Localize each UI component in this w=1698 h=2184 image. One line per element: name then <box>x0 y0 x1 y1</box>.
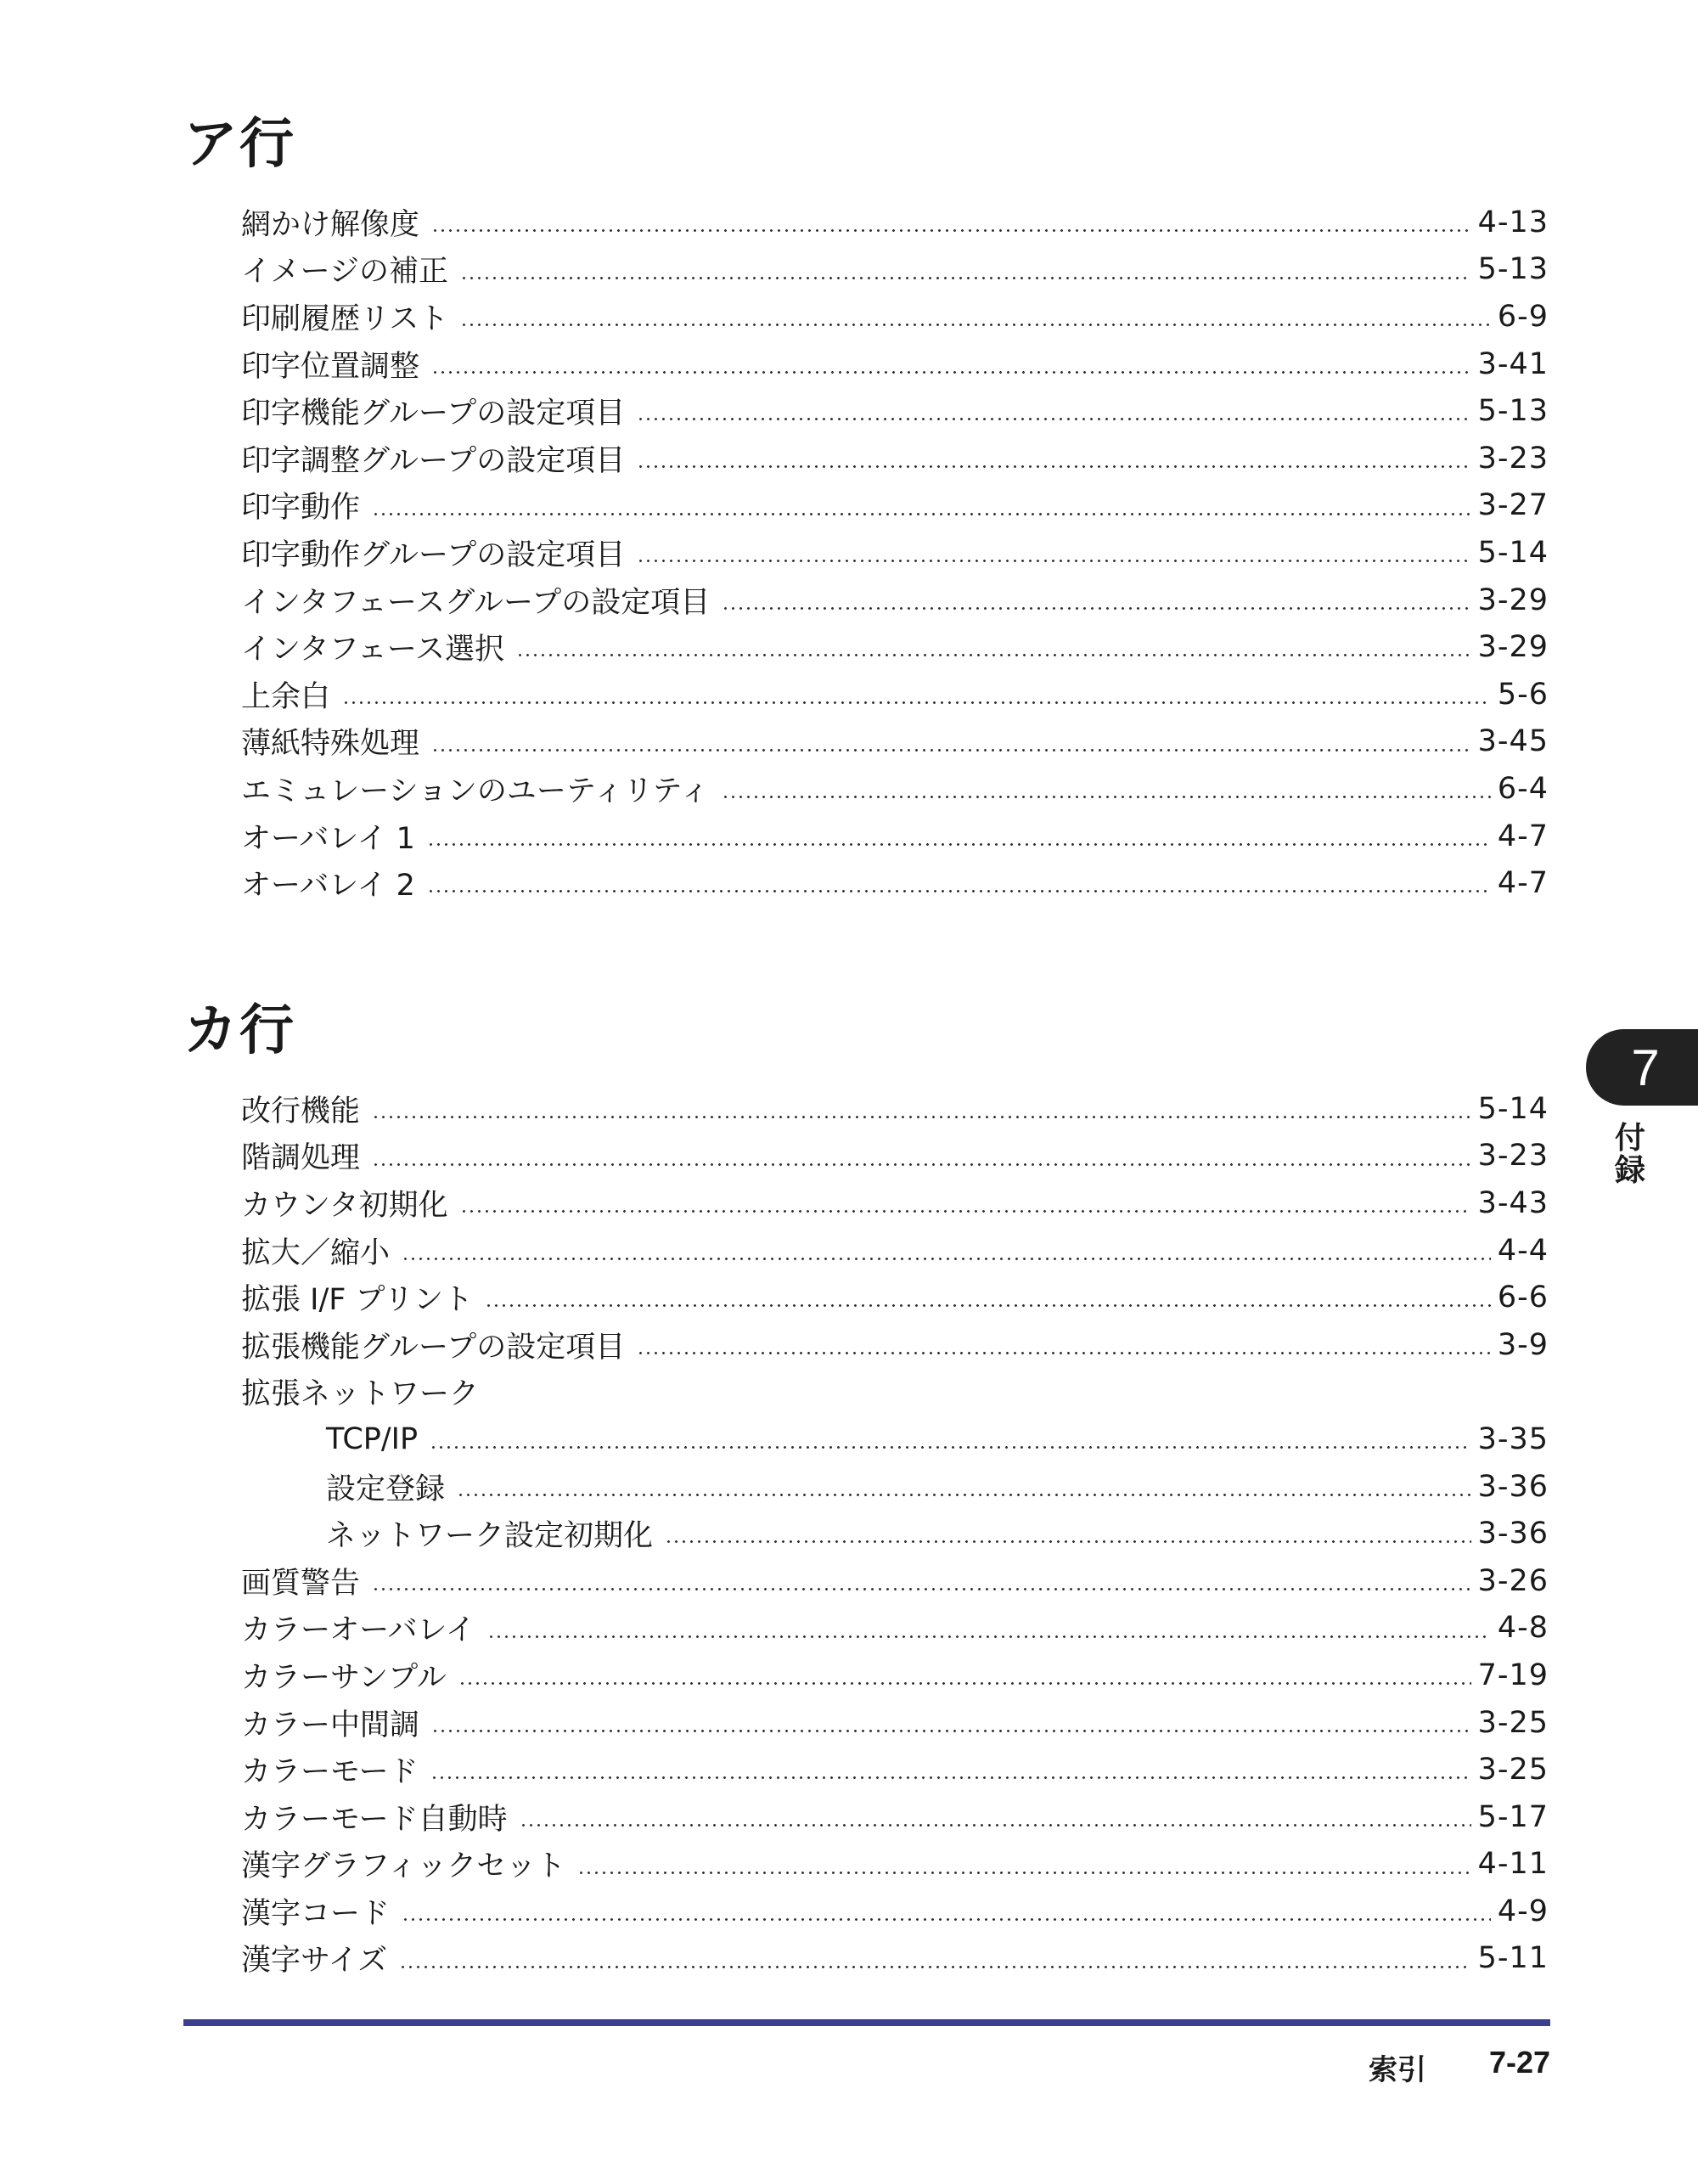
entry-term: オーバレイ 1 <box>241 821 415 856</box>
entry-term: 網かけ解像度 <box>241 207 420 242</box>
entry-term: イメージの補正 <box>241 255 448 290</box>
index-entry <box>241 718 1549 766</box>
index-entry <box>241 1321 1549 1369</box>
index-entry <box>241 1369 1549 1416</box>
dot-leader <box>372 509 1471 519</box>
entry-term: 拡張ネットワーク <box>241 1377 480 1412</box>
dot-leader <box>431 225 1471 235</box>
dot-leader <box>430 1773 1471 1783</box>
entry-term: カラーモード自動時 <box>241 1802 508 1837</box>
dot-leader <box>637 556 1470 566</box>
entry-term: TCP/IP <box>326 1421 419 1456</box>
index-entry <box>241 199 1549 246</box>
page-reference: 3-23 <box>1477 1139 1549 1174</box>
page-reference: 5-13 <box>1477 252 1549 287</box>
dot-leader <box>722 603 1470 613</box>
index-entry <box>241 1888 1549 1935</box>
page-reference: 4-4 <box>1497 1233 1549 1268</box>
entry-term: 印字機能グループの設定項目 <box>241 397 626 431</box>
entry-term: 漢字サイズ <box>241 1944 388 1979</box>
dot-leader <box>520 1820 1471 1830</box>
index-entry <box>241 482 1549 530</box>
index-entry <box>241 813 1549 860</box>
entry-term: 印字位置調整 <box>241 349 420 384</box>
dot-leader <box>637 461 1470 471</box>
section-heading-a: ア行 <box>183 113 295 176</box>
dot-leader <box>402 1915 1491 1925</box>
dot-leader <box>458 1679 1471 1689</box>
dot-leader <box>460 1207 1471 1217</box>
page-reference: 4-7 <box>1497 819 1549 853</box>
index-entry <box>241 859 1549 907</box>
page-reference: 3-45 <box>1477 724 1549 759</box>
page-reference: 5-13 <box>1477 394 1549 429</box>
dot-leader <box>637 414 1470 425</box>
dot-leader <box>722 792 1491 802</box>
index-entry <box>241 1652 1549 1699</box>
index-entry <box>241 1935 1549 1983</box>
page-reference: 3-41 <box>1477 346 1549 381</box>
footer-rule <box>183 2019 1550 2026</box>
index-entry <box>241 387 1549 435</box>
entry-term: オーバレイ 2 <box>241 869 415 903</box>
index-entry <box>241 1133 1549 1180</box>
entry-term: カラーモード <box>241 1755 419 1790</box>
index-entry <box>241 1085 1549 1133</box>
index-entry <box>241 1557 1549 1605</box>
page-reference: 5-6 <box>1497 677 1549 712</box>
entry-term: インタフェース選択 <box>241 633 505 667</box>
entry-term: カラーサンプル <box>241 1660 447 1695</box>
page-reference: 6-4 <box>1497 771 1549 806</box>
dot-leader <box>516 650 1470 661</box>
entry-term: 印字動作グループの設定項目 <box>241 538 626 572</box>
index-entry <box>241 577 1549 624</box>
dot-leader <box>457 1489 1471 1500</box>
section-heading-ka: カ行 <box>183 999 295 1062</box>
dot-leader <box>431 745 1471 755</box>
page-reference: 4-8 <box>1497 1611 1549 1646</box>
dot-leader <box>427 887 1491 897</box>
dot-leader <box>460 273 1471 283</box>
index-subentry <box>241 1463 1549 1511</box>
entry-term: カウンタ初期化 <box>241 1188 448 1223</box>
dot-leader <box>637 1348 1491 1358</box>
index-entry <box>241 1274 1549 1321</box>
entry-term: 画質警告 <box>241 1566 361 1601</box>
index-subentry <box>241 1416 1549 1463</box>
page-reference: 6-9 <box>1497 299 1549 334</box>
index-entry <box>241 246 1549 294</box>
entry-term: カラー中間調 <box>241 1708 420 1742</box>
dot-leader <box>485 1301 1491 1311</box>
page-reference: 3-36 <box>1477 1469 1549 1504</box>
entry-term: エミュレーションのユーティリティ <box>241 774 710 808</box>
page-reference: 3-29 <box>1477 583 1549 617</box>
index-entry <box>241 1841 1549 1888</box>
dot-leader <box>460 320 1491 330</box>
entry-term: 設定登録 <box>326 1472 446 1506</box>
dot-leader <box>372 1112 1471 1122</box>
index-entry <box>241 1179 1549 1227</box>
page-reference: 4-11 <box>1477 1847 1549 1882</box>
index-entry <box>241 1605 1549 1652</box>
entry-term: インタフェースグループの設定項目 <box>241 585 711 620</box>
entry-term: ネットワーク設定初期化 <box>326 1519 654 1554</box>
page-reference: 3-25 <box>1477 1753 1549 1787</box>
entry-term: 印刷履歴リスト <box>241 301 449 336</box>
footer-label: 索引 <box>1369 2053 1426 2087</box>
index-list-ka <box>241 1085 1549 1982</box>
dot-leader <box>342 697 1491 707</box>
page-reference: 4-9 <box>1497 1894 1549 1928</box>
page-reference: 3-27 <box>1477 488 1549 523</box>
entry-term: 階調処理 <box>241 1141 361 1176</box>
page-reference: 4-7 <box>1497 866 1549 901</box>
entry-term: カラーオーバレイ <box>241 1613 475 1648</box>
dot-leader <box>402 1253 1491 1264</box>
index-subentry <box>241 1510 1549 1557</box>
entry-term: 拡大／縮小 <box>241 1236 391 1270</box>
entry-term: 薄紙特殊処理 <box>241 727 420 762</box>
entry-term: 上余白 <box>241 679 331 714</box>
index-entry <box>241 671 1549 718</box>
entry-term: 漢字コード <box>241 1896 391 1931</box>
page-reference: 5-14 <box>1477 1091 1549 1126</box>
page-reference: 7-19 <box>1477 1658 1549 1692</box>
footer-page-number: 7-27 <box>1488 2045 1550 2080</box>
index-entry <box>241 765 1549 813</box>
chapter-label: 付録 <box>1614 1121 1645 1188</box>
index-entry <box>241 435 1549 482</box>
index-entry <box>241 293 1549 341</box>
index-entry <box>241 623 1549 671</box>
page-reference: 4-13 <box>1477 205 1549 239</box>
dot-leader <box>665 1537 1471 1547</box>
dot-leader <box>431 367 1471 377</box>
dot-leader <box>372 1159 1471 1169</box>
page-reference: 3-35 <box>1477 1421 1549 1456</box>
index-entry <box>241 1746 1549 1793</box>
dot-leader <box>430 1443 1470 1453</box>
dot-leader <box>427 839 1491 849</box>
page-reference: 3-9 <box>1497 1327 1549 1362</box>
page-reference: 3-23 <box>1477 441 1549 476</box>
entry-term: 拡張機能グループの設定項目 <box>241 1330 626 1365</box>
dot-leader <box>399 1962 1470 1972</box>
index-entry <box>241 529 1549 577</box>
dot-leader <box>372 1584 1471 1594</box>
page-reference: 5-14 <box>1477 535 1549 570</box>
entry-term: 改行機能 <box>241 1094 361 1129</box>
page-reference: 3-43 <box>1477 1185 1549 1220</box>
dot-leader <box>577 1867 1470 1877</box>
page-reference: 5-17 <box>1477 1799 1549 1834</box>
dot-leader <box>487 1631 1491 1641</box>
entry-term: 印字動作 <box>241 491 361 526</box>
page-reference: 3-29 <box>1477 630 1549 665</box>
page-reference: 3-25 <box>1477 1705 1549 1740</box>
page-reference: 5-11 <box>1477 1941 1549 1976</box>
entry-term: 拡張 I/F プリント <box>241 1283 474 1318</box>
index-entry <box>241 341 1549 388</box>
dot-leader <box>431 1725 1471 1736</box>
chapter-tab[interactable]: 7 <box>1586 1029 1698 1106</box>
index-entry <box>241 1699 1549 1747</box>
entry-term: 印字調整グループの設定項目 <box>241 443 626 478</box>
page-reference: 3-26 <box>1477 1563 1549 1598</box>
page-reference: 3-36 <box>1477 1517 1549 1551</box>
index-list-a <box>241 199 1549 907</box>
page-reference: 6-6 <box>1497 1281 1549 1315</box>
index-entry <box>241 1227 1549 1275</box>
index-entry <box>241 1793 1549 1841</box>
entry-term: 漢字グラフィックセット <box>241 1849 566 1884</box>
